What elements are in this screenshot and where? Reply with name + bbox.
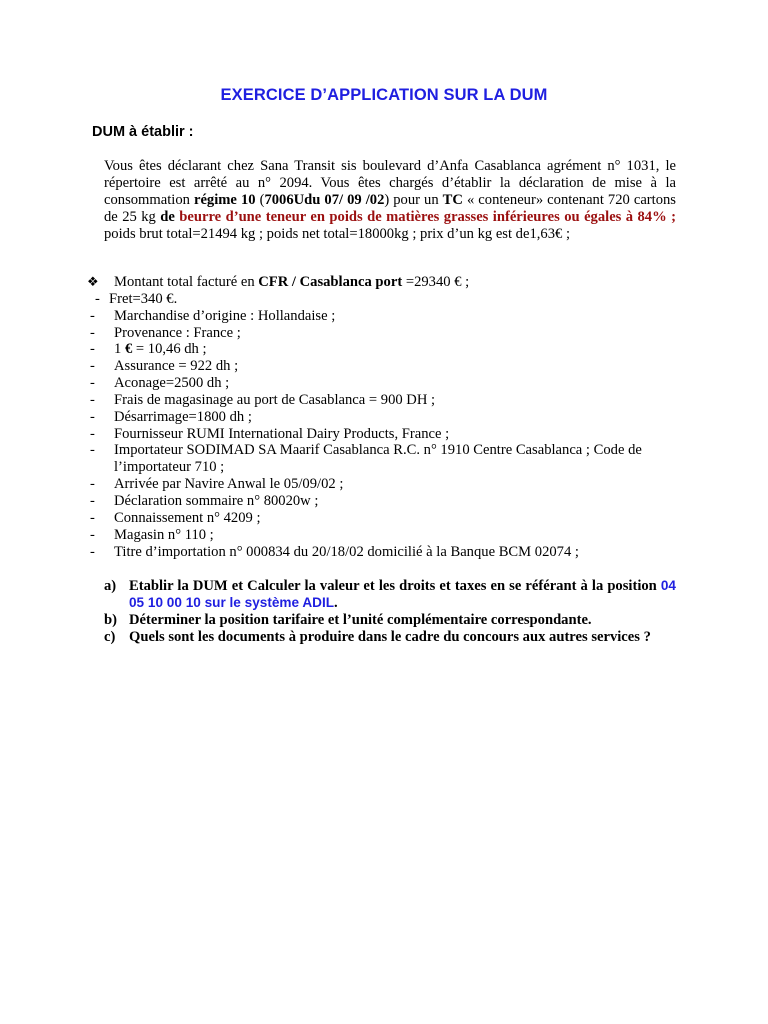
list-item-provenance: - Provenance : France ; [90, 324, 241, 341]
list-item-change: - 1 € = 10,46 dh ; [90, 341, 207, 358]
question-c: c) Quels sont les documents à produire dans le cadre du concours aux autres services ? [104, 628, 651, 645]
list-item-magasinage: - Frais de magasinage au port de Casablanca = 900 DH ; [90, 391, 436, 408]
list-item-importateur: - Importateur SODIMAD SA Maarif Casablanca R.C. n° 1910 Centre Casablanca ; Code de l’importateur 710 ; [90, 442, 642, 476]
list-item-arrivee: - Arrivée par Navire Anwal le 05/09/02 ; [90, 476, 344, 493]
list-item-assurance: - Assurance = 922 dh ; [90, 358, 239, 375]
details-list [87, 274, 680, 560]
questions-list [104, 578, 676, 646]
list-item-titre: - Titre d’importation n° 000834 du 20/18/02 domicilié à la Banque BCM 02074 ; [90, 543, 579, 560]
dash-bullet: - [95, 290, 100, 307]
list-item-declaration: - Déclaration sommaire n° 80020w ; [90, 492, 319, 509]
list-item-fret: - Fret=340 €. [95, 290, 178, 307]
list-item-montant: ❖ Montant total facturé en CFR / Casablanca port =29340 € ; [87, 274, 470, 290]
declaration-ref: 7006Udu 07/ 09 /02 [264, 191, 385, 208]
diamond-bullet-icon: ❖ [87, 274, 99, 289]
tc-label: TC [442, 191, 463, 208]
tariff-position: 04 05 10 00 10 sur le système ADIL [129, 578, 676, 610]
list-item-connaissement: - Connaissement n° 4209 ; [90, 509, 261, 526]
list-item-desarrimage: - Désarrimage=1800 dh ; [90, 408, 252, 425]
list-item-origine: - Marchandise d’origine : Hollandaise ; [90, 307, 336, 324]
list-item-aconage: - Aconage=2500 dh ; [90, 375, 230, 392]
section-heading: DUM à établir : [92, 124, 194, 140]
question-b: b) Déterminer la position tarifaire et l’unité complémentaire correspondante. [104, 611, 592, 628]
list-item-fournisseur: - Fournisseur RUMI International Dairy Products, France ; [90, 425, 450, 442]
list-item-magasin: - Magasin n° 110 ; [90, 526, 214, 543]
question-a: a) Etablir la DUM et Calculer la valeur et les droits et taxes en se référant à la position 04 05 10 00 10 sur le système ADIL. [104, 578, 676, 611]
regime-label: régime 10 [193, 191, 256, 208]
page-title: EXERCICE D’APPLICATION SUR LA DUM [220, 86, 548, 104]
intro-paragraph: Vous êtes déclarant chez Sana Transit sis boulevard d’Anfa Casablanca agrément n° 1031, le répertoire est arrêté au n° 2094. Vous êtes chargés d’établir la déclaration de mise à la consommation régime 10 (7006Udu 07/ 09 /02) pour un TC « conteneur» contenant 720 cartons de 25 kg de beurre d’une teneur en poids de matières grasses inférieures ou égales à 84% ; poids brut total=21494 kg ; poids net total=18000kg ; prix d’un kg est de1,63€ ; [104, 158, 676, 242]
goods-description: beurre d’une teneur en poids de matières grasses inférieures ou égales à 84% ; [179, 208, 676, 225]
